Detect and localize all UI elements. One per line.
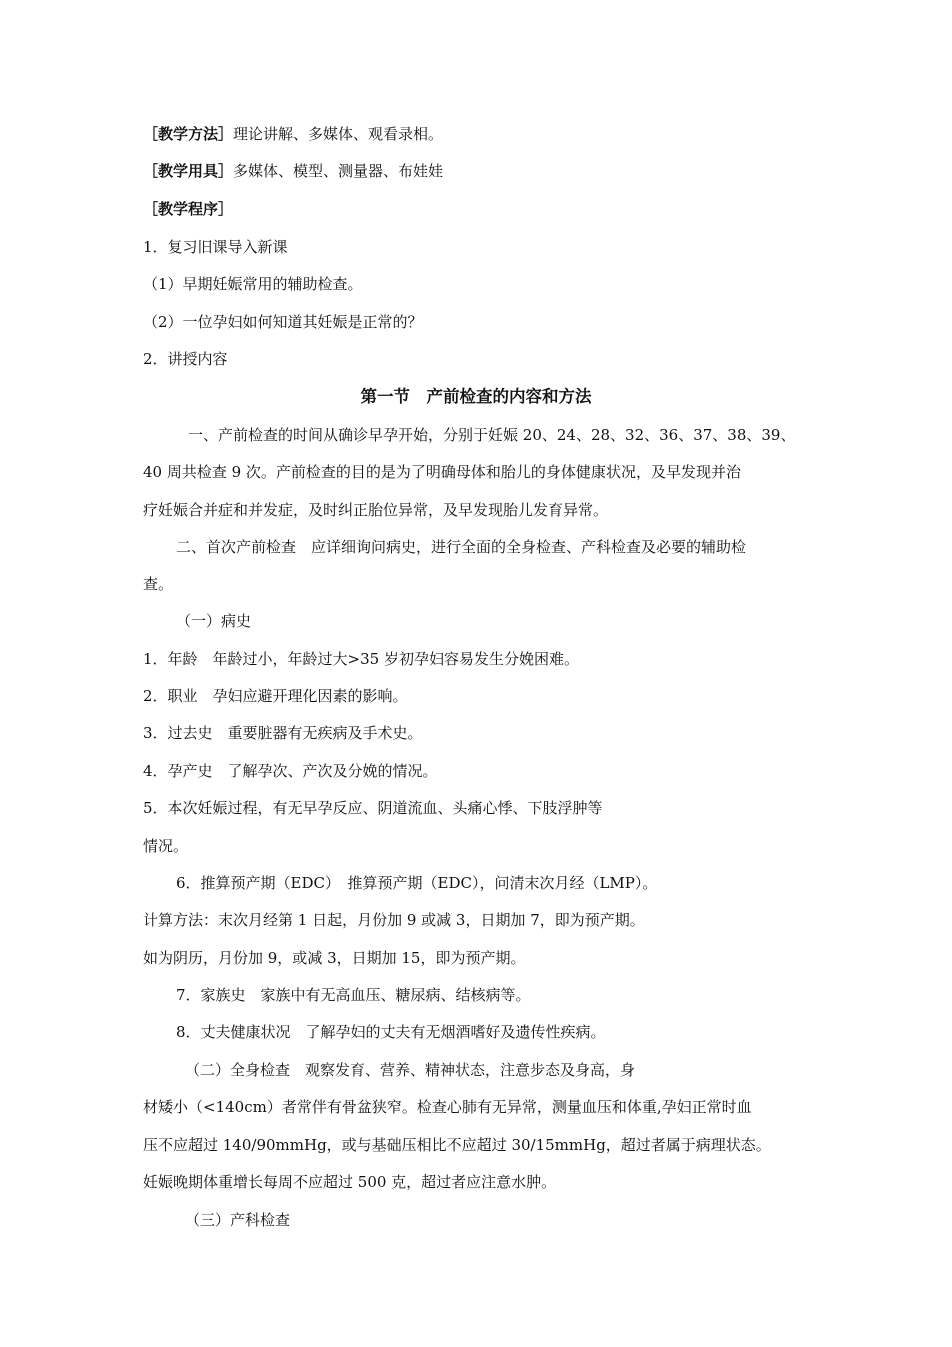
history-item-4: 4．孕产史 了解孕次、产次及分娩的情况。 xyxy=(143,762,438,780)
general-exam-line-1: （二）全身检查 观察发育、营养、精神状态，注意步态及身高，身 xyxy=(185,1061,636,1079)
general-exam-line-2: 材矮小（<140cm）者常伴有骨盆狭窄。检查心肺有无异常，测量血压和体重,孕妇正常时血 xyxy=(143,1098,752,1116)
history-item-5-line-2: 情况。 xyxy=(143,837,189,855)
teaching-method-text: 理论讲解、多媒体、观看录相。 xyxy=(233,125,444,143)
teaching-method-line xyxy=(143,124,443,144)
history-item-5-line-1: 5．本次妊娠过程，有无早孕反应、阴道流血、头痛心悸、下肢浮肿等 xyxy=(143,799,603,817)
history-item-7: 7．家族史 家族中有无高血压、糖尿病、结核病等。 xyxy=(176,986,531,1004)
general-exam-line-3: 压不应超过 140/90mmHg，或与基础压相比不应超过 30/15mmHg，超过者属于病理状态。 xyxy=(143,1136,771,1154)
paragraph-1-line-3: 疗妊娠合并症和并发症，及时纠正胎位异常，及早发现胎儿发育异常。 xyxy=(143,501,609,519)
general-exam-line-4: 妊娠晚期体重增长每周不应超过 500 克，超过者应注意水肿。 xyxy=(143,1173,557,1191)
teaching-procedure-label: ［教学程序］ xyxy=(143,200,234,218)
teaching-tools-label: ［教学用具］ xyxy=(143,162,234,180)
teaching-tools-text: 多媒体、模型、测量器、布娃娃 xyxy=(233,162,444,180)
history-item-1: 1．年龄 年龄过小，年龄过大>35 岁初孕妇容易发生分娩困难。 xyxy=(143,650,579,668)
review-question-2: （2）一位孕妇如何知道其妊娠是正常的？ xyxy=(143,313,423,331)
history-item-2: 2．职业 孕妇应避开理化因素的影响。 xyxy=(143,687,408,705)
section-title: 第一节 产前检查的内容和方法 xyxy=(360,387,592,406)
teaching-method-label: ［教学方法］ xyxy=(143,125,234,143)
paragraph-1-line-2: 40 周共检查 9 次。产前检查的目的是为了明确母体和胎儿的身体健康状况，及早发现并治 xyxy=(143,463,741,481)
history-item-8: 8．丈夫健康状况 了解孕妇的丈夫有无烟酒嗜好及遗传性疾病。 xyxy=(176,1023,606,1041)
review-item-1: 1．复习旧课导入新课 xyxy=(143,238,288,256)
teaching-tools-line xyxy=(143,161,443,181)
obstetric-exam-heading: （三）产科检查 xyxy=(185,1211,291,1229)
paragraph-2-line-1: 二、首次产前检查 应详细询问病史，进行全面的全身检查、产科检查及必要的辅助检 xyxy=(176,538,747,556)
history-item-3: 3．过去史 重要脏器有无疾病及手术史。 xyxy=(143,724,423,742)
calculation-method: 计算方法：末次月经第 1 日起，月份加 9 或减 3，日期加 7，即为预产期。 xyxy=(143,911,645,929)
paragraph-2-line-2: 查。 xyxy=(143,575,174,593)
paragraph-1-line-1: 一、产前检查的时间从确诊早孕开始，分别于妊娠 20、24、28、32、36、37、38、39、 xyxy=(188,426,796,444)
history-item-6: 6．推算预产期（EDC） 推算预产期（EDC），问清末次月经（LMP）。 xyxy=(176,874,658,892)
review-item-2: 2．讲授内容 xyxy=(143,350,228,368)
history-heading: （一）病史 xyxy=(176,612,252,630)
review-question-1: （1）早期妊娠常用的辅助检查。 xyxy=(143,275,363,293)
lunar-calendar-method: 如为阴历，月份加 9，或减 3，日期加 15，即为预产期。 xyxy=(143,949,526,967)
